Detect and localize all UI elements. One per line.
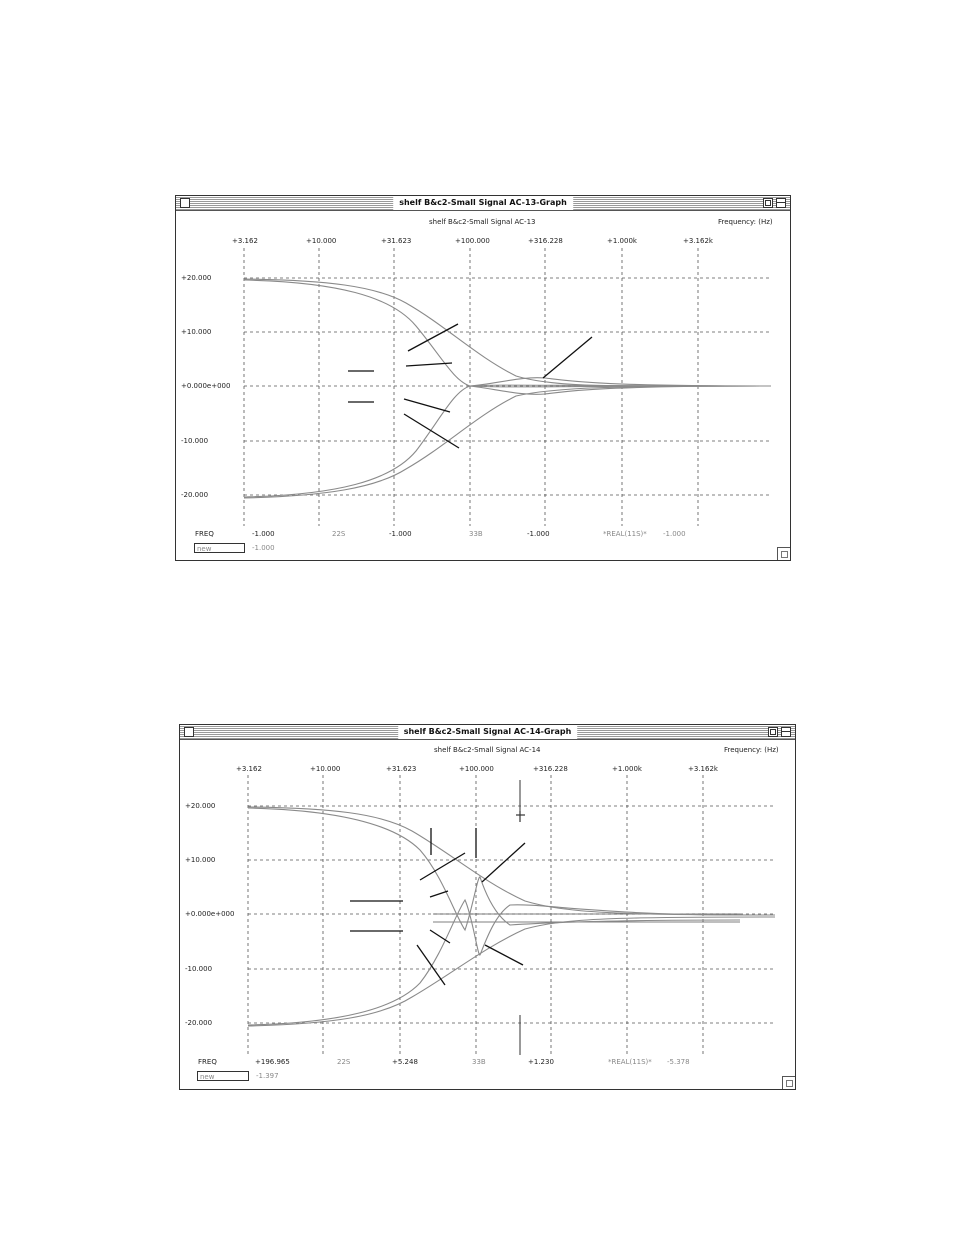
footer-value: -1.000 (663, 530, 686, 538)
footer-freq-label: FREQ (198, 1058, 217, 1066)
footer-value: +196.965 (255, 1058, 290, 1066)
curve-cut-slow (244, 386, 771, 498)
y-tick-label: +0.000e+000 (181, 382, 231, 390)
x-tick-label: +3.162k (688, 765, 718, 773)
frequency-label: Frequency: (Hz) (718, 218, 773, 226)
x-tick-label: +1.000k (607, 237, 637, 245)
footer-value: 22S (337, 1058, 351, 1066)
footer-value: *REAL(11S)* (608, 1058, 652, 1066)
graph-subtitle: shelf B&c2-Small Signal AC-14 (434, 746, 541, 754)
x-tick-label: +3.162k (683, 237, 713, 245)
curve-boost-slow (244, 279, 771, 386)
footer-value: 22S (332, 530, 346, 538)
y-tick-label: -10.000 (185, 965, 213, 973)
x-tick-label: +316.228 (528, 237, 563, 245)
response-curves (248, 807, 775, 1026)
rev-value: -1.397 (256, 1072, 279, 1080)
x-tick-label: +31.623 (386, 765, 417, 773)
plot-area[interactable] (176, 196, 792, 562)
x-tick-label: +316.228 (533, 765, 568, 773)
y-tick-label: -20.000 (185, 1019, 213, 1027)
graph-subtitle: shelf B&c2-Small Signal AC-13 (429, 218, 536, 226)
footer-value: -1.000 (389, 530, 412, 538)
window-title: shelf B&c2-Small Signal AC-13-Graph (393, 196, 573, 210)
x-tick-label: +31.623 (381, 237, 412, 245)
footer-value: -1.000 (252, 530, 275, 538)
footer-value: +5.248 (392, 1058, 418, 1066)
grow-box-icon[interactable] (777, 547, 790, 560)
x-tick-label: +10.000 (306, 237, 337, 245)
footer-value: 33B (472, 1058, 486, 1066)
graph-window-ac14[interactable] (179, 724, 796, 1090)
y-tick-label: -10.000 (181, 437, 209, 445)
x-tick-label: +3.162 (236, 765, 262, 773)
curve-boost-resonant (248, 808, 740, 930)
y-tick-label: -20.000 (181, 491, 209, 499)
rev-input[interactable]: new (194, 543, 245, 553)
frequency-label: Frequency: (Hz) (724, 746, 779, 754)
grow-box-icon[interactable] (782, 1076, 795, 1089)
window-title: shelf B&c2-Small Signal AC-14-Graph (398, 725, 578, 739)
y-tick-label: +20.000 (181, 274, 212, 282)
footer-value: 33B (469, 530, 483, 538)
plot-area[interactable] (180, 725, 797, 1091)
y-tick-label: +10.000 (181, 328, 212, 336)
curve-boost-slow (248, 807, 775, 915)
footer-value: *REAL(11S)* (603, 530, 647, 538)
x-tick-label: +1.000k (612, 765, 642, 773)
rev-input[interactable]: new (197, 1071, 249, 1081)
y-tick-label: +10.000 (185, 856, 216, 864)
footer-value: -1.000 (527, 530, 550, 538)
response-curves (244, 279, 771, 498)
y-tick-label: +0.000e+000 (185, 910, 235, 918)
annotation-pointers (350, 828, 525, 985)
x-tick-label: +100.000 (459, 765, 494, 773)
x-tick-label: +100.000 (455, 237, 490, 245)
curve-cut-slow (248, 917, 775, 1026)
curve-boost-fast (244, 280, 771, 386)
graph-window-ac13[interactable] (175, 195, 791, 561)
curve-cut-fast (244, 386, 771, 497)
footer-value: -5.378 (667, 1058, 690, 1066)
curve-cut-resonant (248, 900, 740, 1025)
y-tick-label: +20.000 (185, 802, 216, 810)
footer-freq-label: FREQ (195, 530, 214, 538)
x-tick-label: +3.162 (232, 237, 258, 245)
x-tick-label: +10.000 (310, 765, 341, 773)
footer-value: +1.230 (528, 1058, 554, 1066)
rev-value: -1.000 (252, 544, 275, 552)
